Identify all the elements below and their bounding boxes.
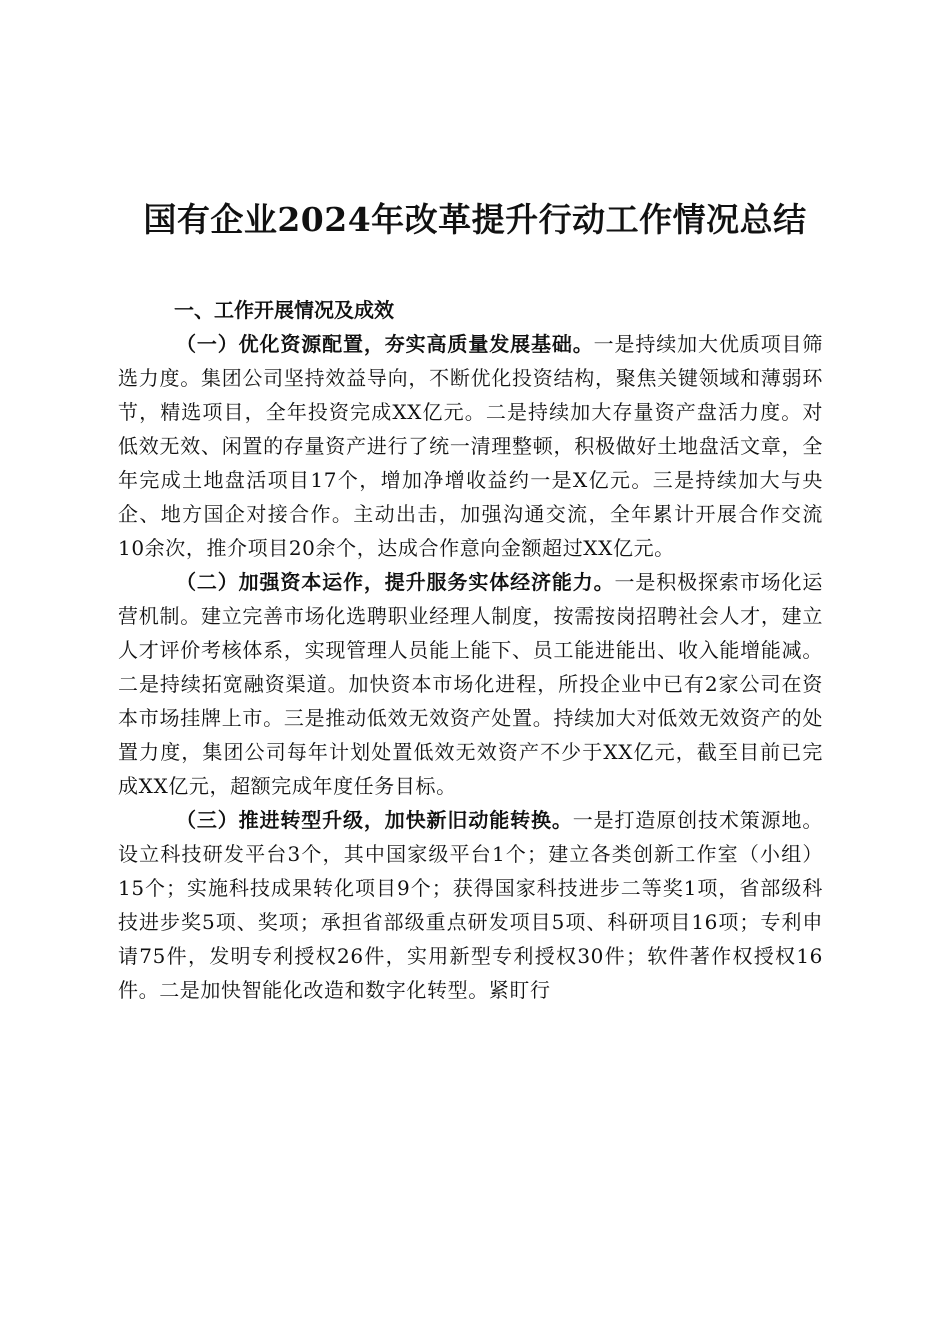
paragraph-1-text: 一是持续加大优质项目筛选力度。集团公司坚持效益导向，不断优化投资结构，聚焦关键领域和薄弱环节，精选项目，全年投资完成XX亿元。二是持续加大存量资产盘活力度。对低效无效、闲置的存量资产进行了统一清理整顿，积极做好土地盘活文章，全年完成土地盘活项目17个，增加净增收益约一是X亿元。三是持续加大与央企、地方国企对接合作。主动出击，加强沟通交流，全年累计开展合作交流10余次，推介项目20余个，达成合作意向金额超过XX亿元。 [118,332,823,560]
section-heading: 一、工作开展情况及成效 [174,298,394,322]
paragraph-3-lead: （三）推进转型升级，加快新旧动能转换。 [176,808,573,832]
paragraph-1 [118,327,823,565]
paragraph-3-text: 一是打造原创技术策源地。设立科技研发平台3个，其中国家级平台1个；建立各类创新工作室（小组）15个；实施科技成果转化项目9个；获得国家科技进步二等奖1项，省部级科技进步奖5项、奖项；承担省部级重点研发项目5项、科研项目16项；专利申请75件，发明专利授权26件，实用新型专利授权30件；软件著作权授权16件。二是加快智能化改造和数字化转型。紧盯行 [118,808,823,1002]
paragraph-2-lead: （二）加强资本运作，提升服务实体经济能力。 [176,570,615,594]
document-body [118,293,823,1007]
paragraph-3 [118,803,823,1007]
document-title: 国有企业2024年改革提升行动工作情况总结 [143,200,807,239]
paragraph-2-text: 一是积极探索市场化运营机制。建立完善市场化选聘职业经理人制度，按需按岗招聘社会人才，建立人才评价考核体系，实现管理人员能上能下、员工能进能出、收入能增能减。二是持续拓宽融资渠道。加快资本市场化进程，所投企业中已有2家公司在资本市场挂牌上市。三是推动低效无效资产处置。持续加大对低效无效资产的处置力度，集团公司每年计划处置低效无效资产不少于XX亿元，截至目前已完成XX亿元，超额完成年度任务目标。 [118,570,824,798]
paragraph-1-lead: （一）优化资源配置，夯实高质量发展基础。 [176,332,594,356]
paragraph-2 [118,565,823,803]
